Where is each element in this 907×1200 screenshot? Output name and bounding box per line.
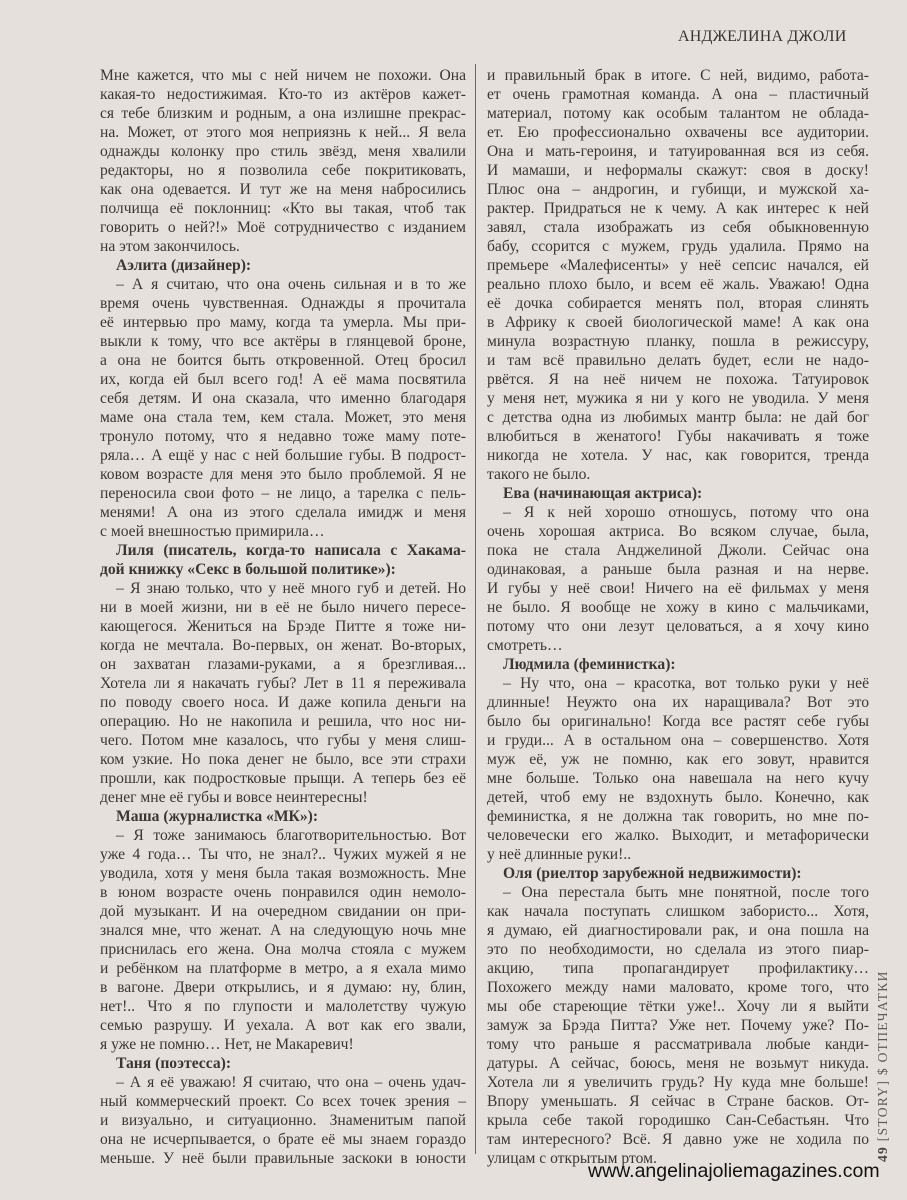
paragraph <box>487 66 869 484</box>
text-line: ет очень грамотная команда. А она – пластичный <box>487 86 869 103</box>
text-line: менями! А она из этого сделала имидж и меня <box>100 504 466 521</box>
text-line: не было. Я вообще не хожу в кино с мальчиками, <box>487 599 869 616</box>
text-line: в юном возрасте очень понравился один немоло- <box>100 884 466 901</box>
text-line: мне больше. Только она навешала на него кучу <box>487 770 869 787</box>
text-line: я уже не помню… Нет, не Макаревич! <box>100 1036 354 1053</box>
text-line: Мне кажется, что мы с ней ничем не похожи. Она <box>100 67 466 84</box>
text-line: и правильный брак в итоге. С ней, видимо, работа- <box>487 67 869 84</box>
speaker-heading <box>100 541 466 579</box>
text-line: – Ну что, она – красотка, вот только руки у неё <box>503 675 869 692</box>
text-line: прошли, как подростковые прыщи. А теперь без её <box>100 770 466 787</box>
text-line: рвётся. Я на неё ничем не похожа. Татуировок <box>487 371 869 388</box>
text-line: Она и мать-героиня, и татуированная вся из себя. <box>487 143 869 160</box>
text-line: улицам с открытым ртом. <box>487 1150 657 1167</box>
text-line: детей, чтоб ему не вздохнуть было. Конечно, как <box>487 789 869 806</box>
text-line: тронуло потому, что я недавно тоже маму поте- <box>100 428 466 445</box>
speaker-heading <box>100 256 466 275</box>
paragraph <box>100 1073 466 1168</box>
text-line: редакторы, но я позволила себе покритиковать, <box>100 162 466 179</box>
speaker-heading <box>487 864 869 883</box>
text-line: было бы оригинально! Когда все растят себе губы <box>487 713 869 730</box>
paragraph <box>487 674 869 864</box>
text-line: – Я тоже занимаюсь благотворительностью. Вот <box>116 827 466 844</box>
section-name: ОТПЕЧАТКИ <box>875 970 890 1063</box>
text-line: полчища её поклонниц: «Кто вы такая, чтоб так <box>100 200 466 217</box>
folio-separator: $ <box>875 1067 890 1076</box>
text-line: смотреть… <box>487 637 563 654</box>
text-line: муж её, уж не помню, как его зовут, нравится <box>487 751 869 768</box>
text-column-right <box>487 66 869 1168</box>
text-line: феминистка, я не должна так говорить, но мне по- <box>487 808 869 825</box>
text-line: завял, стала изображать из себя обыкновенную <box>487 219 869 236</box>
text-line: влюбиться в женатого! Губы накачивать я тоже <box>487 428 869 445</box>
text-line: ряла… А ещё у нас с ней большие губы. В подрост- <box>100 447 466 464</box>
text-line: Хотела ли я накачать губы? Лет в 11 я переживала <box>100 675 466 692</box>
paragraph <box>487 883 869 1168</box>
speaker-heading <box>487 655 869 674</box>
text-line: дой книжку «Секс в большой политике»): <box>100 561 396 578</box>
text-line: потому что они лезут целоваться, а я хочу кино <box>487 618 869 635</box>
text-line: говорить о ней?!» Моё сотрудничество с изданием <box>100 219 466 236</box>
text-line: их, когда ей был всего год! А её мама посвятила <box>100 371 466 388</box>
text-line: а она не боится быть откровенной. Отец бросил <box>100 352 466 369</box>
text-line: ковом возрасте для меня это было проблемой. Я не <box>100 466 466 483</box>
text-line: человечески его жалко. Выходит, и метафорически <box>487 827 869 844</box>
text-line: ся тебе близким и родным, а она излишне прекрас- <box>100 105 466 122</box>
text-line: переносила свои фото – не лицо, а тарелка с пель- <box>100 485 466 502</box>
text-line: реально плохо было, и всем её жаль. Уважаю! Одна <box>487 276 869 293</box>
text-line: пока не стала Анджелиной Джоли. Сейчас она <box>487 542 869 559</box>
text-line: Впору уменьшать. Я сейчас в Стране басков. От- <box>487 1093 869 1110</box>
text-line: маме она стала тем, кем стала. Может, это меня <box>100 409 466 426</box>
text-line: – Я знаю только, что у неё много губ и детей. Но <box>116 580 466 597</box>
text-line: – А я её уважаю! Я считаю, что она – очень удач- <box>116 1074 466 1091</box>
text-line: семью разрушу. И уехала. А вот как его звали, <box>100 1017 466 1034</box>
text-line: такого не было. <box>487 466 591 483</box>
text-line: длинные! Неужто она их наращивала? Вот это <box>487 694 869 711</box>
text-line: однажды колонку про стиль звёзд, меня хвалили <box>100 143 466 160</box>
text-line: тому что раньше я рассматривала любые канди- <box>487 1036 869 1053</box>
paragraph <box>487 503 869 655</box>
text-line: акцию, типа пропагандирует профилактику… <box>487 960 869 977</box>
text-line: как начала поступать слишком забористо... Хотя, <box>487 903 869 920</box>
text-line: это по необходимости, но сделала из этого пиар- <box>487 941 869 958</box>
text-line: он захватан глазами-руками, а я брезгливая... <box>100 656 466 673</box>
text-line: в Африку к своей биологической маме! А как она <box>487 314 869 331</box>
text-line: уводила, хотя у меня была такая возможность. Мне <box>100 865 466 882</box>
text-line: – Я к ней хорошо отношусь, потому что она <box>503 504 869 521</box>
speaker-heading <box>100 807 466 826</box>
text-line: у неё длинные руки!.. <box>487 846 632 863</box>
text-line: Хотела ли я увеличить грудь? Ну куда мне больше! <box>487 1074 869 1091</box>
text-line: когда не мечтала. Во-первых, он женат. Во-вторых, <box>100 637 466 654</box>
text-line: Ева (начинающая актриса): <box>503 485 703 502</box>
text-line: минула возрастную планку, пошла в режиссуру, <box>487 333 869 350</box>
text-line: Оля (риелтор зарубежной недвижимости): <box>503 865 802 882</box>
text-line: её интервью про маму, когда та умерла. Мы при- <box>100 314 466 331</box>
text-line: Похожего между нами маловато, кроме того, что <box>487 979 869 996</box>
text-line: там интересного? Всё. Я давно уже не ходила по <box>487 1131 869 1148</box>
text-line: И губы у неё свои! Ничего на её фильмах у меня <box>487 580 869 597</box>
text-line: кающегося. Жениться на Брэде Питте я тоже ни- <box>100 618 466 635</box>
text-line: нет!.. Что я по глупости и малолетству чужую <box>100 998 466 1015</box>
page-number: 49 <box>875 1145 890 1162</box>
paragraph <box>100 275 466 541</box>
text-line: чего. Потом мне казалось, что губы у меня слиш- <box>100 732 466 749</box>
text-line: одинаковая, а раньше была разная и на нерве. <box>487 561 869 578</box>
text-line: уже 4 года… Ты что, не знал?.. Чужих мужей я не <box>100 846 466 863</box>
text-line: И мамаши, и неформалы скажут: своя в доску! <box>487 162 869 179</box>
running-header: АНДЖЕЛИНА ДЖОЛИ <box>678 28 847 45</box>
text-line: и там всё правильно делать будет, если не надо- <box>487 352 869 369</box>
text-column-left <box>100 66 466 1168</box>
speaker-heading <box>100 1054 466 1073</box>
text-line: время очень чувственная. Однажды я прочитала <box>100 295 466 312</box>
text-line: замуж за Брэда Питта? Уже нет. Почему уже? По- <box>487 1017 869 1034</box>
text-line: Маша (журналистка «МК»): <box>116 808 319 825</box>
text-line: с моей внешностью примирила… <box>100 523 325 540</box>
text-line: меньше. У неё были правильные заскоки в юности <box>100 1150 466 1167</box>
text-line: она не исчерпывается, о брате её мы знаем гораздо <box>100 1131 466 1148</box>
text-line: и груди... А в остальном она – совершенство. Хотя <box>487 732 869 749</box>
text-line: ет. Ею профессионально охвачены все аудитории. <box>487 124 869 141</box>
text-line: – А я считаю, что она очень сильная и в то же <box>116 276 466 293</box>
text-line: как она одевается. И тут же на меня набросились <box>100 181 466 198</box>
paragraph <box>100 579 466 807</box>
text-line: бабу, ссорится с мужем, грудь удалила. Прямо на <box>487 238 869 255</box>
text-line: денег мне её губы и вовсе неинтересны! <box>100 789 368 806</box>
text-line: на. Может, от этого моя неприязнь к ней... Я вела <box>100 124 466 141</box>
text-line: себя детям. И она сказала, что именно благодаря <box>100 390 466 407</box>
text-line: ный коммерческий проект. Со всех точек зрения – <box>100 1093 466 1110</box>
text-line: её дочка собирается менять пол, вторая слинять <box>487 295 869 312</box>
text-line: премьере «Малефисенты» у неё сепсис начался, ей <box>487 257 869 274</box>
text-line: датуры. А сейчас, боюсь, меня не возьмут никуда. <box>487 1055 869 1072</box>
text-line: ком узкие. Но пока денег не было, все эти страхи <box>100 751 466 768</box>
text-line: какая-то недостижимая. Кто-то из актёров кажет- <box>100 86 466 103</box>
paragraph <box>100 66 466 256</box>
page-folio <box>875 970 891 1162</box>
text-line: никогда не хотела. У нас, как говорится, тренда <box>487 447 869 464</box>
text-line: я думаю, ей диагностировали рак, и она пошла на <box>487 922 869 939</box>
text-line: с детства одна из любимых мантр была: не дай бог <box>487 409 869 426</box>
text-line: дой музыкант. И на очередном свидании он при- <box>100 903 466 920</box>
text-line: материал, потому как особым талантом не облада- <box>487 105 869 122</box>
text-line: по поводу своего носа. И даже копила деньги на <box>100 694 466 711</box>
text-line: знался мне, что женат. А на следующую ночь мне <box>100 922 466 939</box>
paragraph <box>100 826 466 1054</box>
text-line: мы обе стареющие тётки уже!.. Хочу ли я выйти <box>487 998 869 1015</box>
text-line: Лиля (писатель, когда-то написала с Хакама- <box>116 542 466 559</box>
text-line: рактер. Придраться не к чему. А как интерес к ней <box>487 200 869 217</box>
text-line: выкли к тому, что все актёры в глянцевой броне, <box>100 333 466 350</box>
speaker-heading <box>487 484 869 503</box>
text-line: операцию. Но не накопила и решила, что нос ни- <box>100 713 466 730</box>
text-line: – Она перестала быть мне понятной, после того <box>503 884 869 901</box>
text-line: очень хорошая актриса. Во всяком случае, была, <box>487 523 869 540</box>
text-line: приснилась его жена. Она молча стояла с мужем <box>100 941 466 958</box>
text-line: Аэлита (дизайнер): <box>116 257 252 274</box>
text-line: крыла себе такой городишко Сан-Себастьян. Что <box>487 1112 869 1129</box>
column-divider <box>475 64 476 1154</box>
text-line: и ребёнком на платформе в метро, а я ехала мимо <box>100 960 466 977</box>
text-line: в вагоне. Двери открылись, и я думаю: ну, блин, <box>100 979 466 996</box>
text-line: на этом закончилось. <box>100 238 240 255</box>
text-line: ни в моей жизни, ни в её не было ничего пересе- <box>100 599 466 616</box>
magazine-name: [STORY] <box>875 1079 890 1142</box>
text-line: Таня (поэтесса): <box>116 1055 232 1072</box>
text-line: и визуально, и ситуационно. Знаменитым папой <box>100 1112 466 1129</box>
text-line: у меня нет, мужика я ни у кого не уводила. У меня <box>487 390 869 407</box>
watermark-url: www.angelinajoliemagazines.com <box>588 1160 880 1182</box>
text-line: Плюс она – андрогин, и губищи, и мужской ха- <box>487 181 869 198</box>
text-line: Людмила (феминистка): <box>503 656 676 673</box>
